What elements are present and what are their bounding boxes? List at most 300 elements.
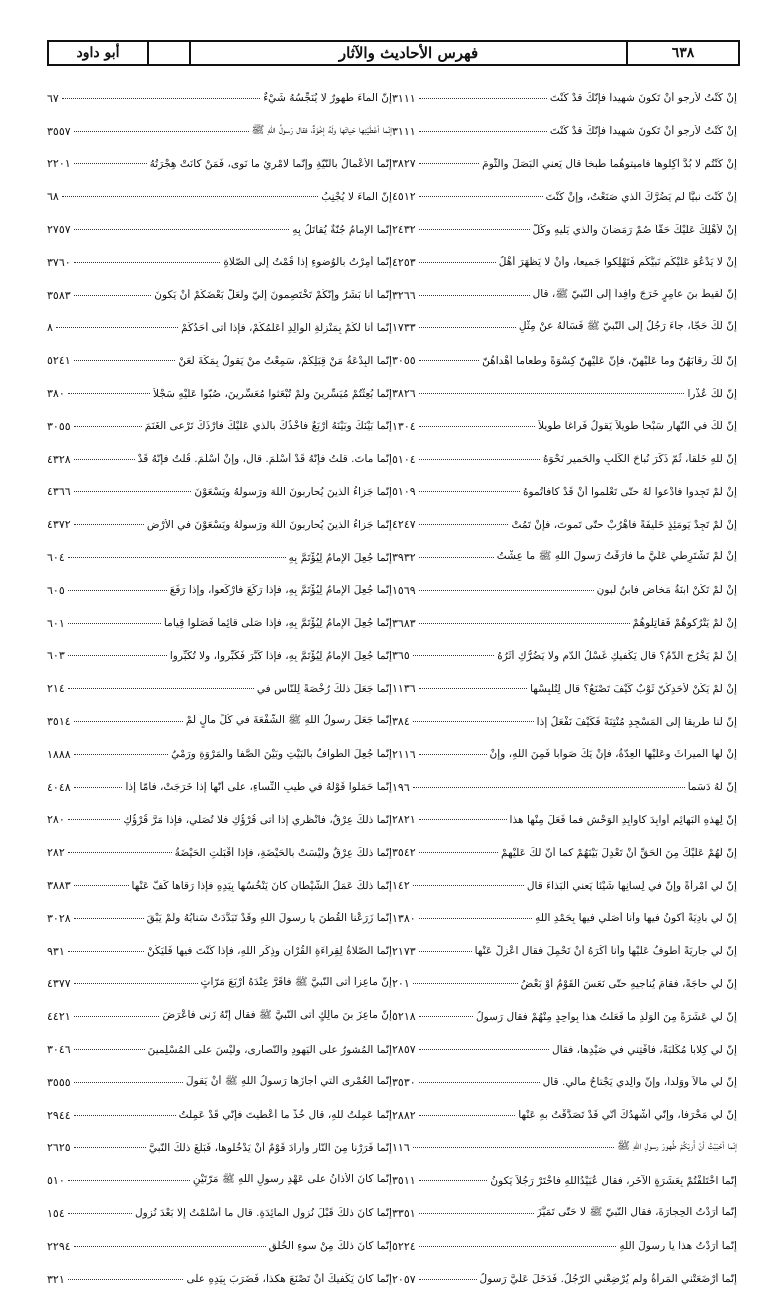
entry-text: إنّما اخْتَلَفْتُمْ بِعَشَرَةٍ الآخَرِ، فقال عُبَيْدُاللهِ فاخْتَرْ رَجُلاً يَكونُ xyxy=(490,1174,737,1187)
index-entry xyxy=(47,640,392,673)
dot-leader xyxy=(419,951,472,952)
entry-number: ٣٠٢٨ xyxy=(47,911,71,925)
entry-text: إنّما المُشورُ على اليَهودِ والنّصارى، ولَيْسَ على المُسْلِمينَ xyxy=(147,1043,392,1056)
dot-leader xyxy=(419,163,480,164)
dot-leader xyxy=(419,623,630,624)
index-entry xyxy=(392,312,737,345)
entry-number: ٣٨٢٧ xyxy=(392,157,416,171)
index-entry xyxy=(392,1033,737,1066)
entry-number: ٢٠٥٧ xyxy=(392,1272,416,1286)
entry-text: إنْ لَمْ تَشْتَرِطي عَلَيَّ ما فارَقْتُ رَسولَ اللهِ ﷺ ما عِشْتُ xyxy=(496,550,737,563)
entry-number: ٣١١١ xyxy=(392,91,416,105)
index-entry xyxy=(392,968,737,1001)
dot-leader xyxy=(419,1049,549,1050)
entry-text: إنّما زَرَعْنا القُطْنَ يا رسولَ اللهِ وقَدْ تَبَدَّدَتْ سَنابُهُ ولَمْ يَبْقَ xyxy=(146,912,392,925)
entry-number: ٥٢٢٤ xyxy=(392,1239,416,1253)
entry-text: إنّ لي مَخْرَفاً، وإنّي أُشْهِدُكَ أنّي قَدْ تَصَدَّقْتُ بهِ عَنْها xyxy=(518,1109,737,1122)
index-entry xyxy=(47,1164,392,1197)
index-entry xyxy=(392,672,737,705)
page-number: ٦٣٨ xyxy=(671,45,695,61)
entry-number: ٤٣٢٨ xyxy=(47,452,71,466)
dot-leader xyxy=(74,1016,160,1017)
entry-text: إنّما كانَ ذلكَ قَبْلَ نُزولِ المائِدَةِ. قال ما أسْلَمْتُ إلّا بَعْدَ نُزولِ xyxy=(134,1207,392,1220)
entry-text: إنّما أرَدْتُ هذا يا رسولَ اللهِ xyxy=(619,1240,737,1253)
entry-text: إنّما جَزاءُ الّذينَ يُحارِبونَ اللهَ ورَسولَهُ ويَسْعَوْنَ xyxy=(194,485,392,498)
entry-number: ١٩٦ xyxy=(392,780,410,794)
entry-number: ٣٥٥٧ xyxy=(47,124,71,138)
dot-leader xyxy=(419,98,547,99)
entry-number: ٣٥١٤ xyxy=(47,715,71,729)
index-entry xyxy=(392,148,737,181)
entry-number: ٦٠٣ xyxy=(47,649,65,663)
entry-text: إنّ لَهُمْ عَلَيْكَ مِنَ الحَقِّ أنْ تَعْدِلَ بَيْنَهُمْ كما أنّ لكَ عَلَيْهِمْ xyxy=(500,846,737,859)
index-entry xyxy=(392,246,737,279)
page-header xyxy=(47,40,740,66)
dot-leader xyxy=(419,1180,488,1181)
entry-number: ٢١٧٣ xyxy=(392,944,416,958)
dot-leader xyxy=(74,1115,176,1116)
index-entry xyxy=(47,804,392,837)
entry-number: ٦٠٥ xyxy=(47,583,65,597)
entry-text: إنّ لَكَ رِقابَهُنّ وما عَلَيْهِنّ، فإنّ عَلَيْهِنّ كِسْوَةً وطَعاماً أهْداهُنّ xyxy=(482,354,737,367)
dot-leader xyxy=(419,524,509,525)
index-entry xyxy=(392,935,737,968)
entry-text: إنْ لَمْ تَجِدوا فادْعوا لهُ حتّى تَعْلَموا أنْ قَدْ كافأتُموهُ xyxy=(522,485,737,498)
index-entry xyxy=(392,213,737,246)
entry-number: ٣٨٠ xyxy=(47,387,65,401)
entry-number: ٣٥٥٥ xyxy=(47,1075,71,1089)
entry-text: إنّما أحْبَبْتُ أنْ أُريَكُمْ طُهورَ رسولِ اللهِ ﷺ xyxy=(617,1140,737,1153)
entry-number: ٣٥١١ xyxy=(392,1174,416,1188)
entry-text: إنّ ماعِزَ بنَ مالِكٍ أتى النّبيَّ ﷺ فقال إنّهُ زَنى فأعْرَضَ xyxy=(162,1009,392,1022)
entry-number: ٢٨٢١ xyxy=(392,813,416,827)
index-entry xyxy=(47,82,392,115)
entry-text: إنْ لأَهْلِكَ عَلَيْكَ حَقّاً صُمْ رَمَضانَ والّذي يَليهِ وكُلَّ xyxy=(532,223,737,236)
entry-text: إنْ كُنْتُ لأَرجو أنْ تَكونَ شهيداً فإنّكَ قدْ كُنْتَ xyxy=(549,125,737,138)
entry-text: إنّما كانَ الأذانُ على عَهْدِ رسولِ اللهِ ﷺ مَرّتَيْنِ xyxy=(192,1173,392,1186)
entry-text: إنّما البِدْعَةُ مَنْ قِبَلِكُمْ، سَمِعْتُ منْ يَقولُ بِمَكّةَ لَعَنْ xyxy=(178,354,392,367)
entry-number: ٤٢٥٣ xyxy=(392,255,416,269)
dot-leader xyxy=(419,196,543,197)
dot-leader xyxy=(419,590,594,591)
entry-number: ٤٢٤٧ xyxy=(392,518,416,532)
entry-text: إنّ لنا طَريقاً إلى المَسْجِدِ مُنْتِنَةً فَكَيْفَ نَفْعَلُ إذا xyxy=(536,715,737,728)
index-entry xyxy=(392,705,737,738)
entry-number: ٥١٠ xyxy=(47,1174,65,1188)
index-entry xyxy=(47,508,392,541)
index-entry xyxy=(47,607,392,640)
entry-number: ٦٠٤ xyxy=(47,551,65,565)
entry-text: إنّ لَكَ في النّهارِ سَبْحاً طَويلاً يَقولُ فَراغاً طَويلاً xyxy=(538,420,737,433)
entry-text: إنّ للهِ خَلْقاً، ثُمّ ذَكَرَ نُباحَ الكَلْبِ والحَميرِ نَحْوَهُ xyxy=(543,453,737,466)
dot-leader xyxy=(62,98,260,99)
index-entry xyxy=(392,541,737,574)
entry-number: ١٣٨٠ xyxy=(392,911,416,925)
index-entry xyxy=(47,1066,392,1099)
entry-number: ٣٥٨٣ xyxy=(47,288,71,302)
entry-text: إنّما حَمَلوا قَوْلَهُ في طيبِ النِّساءِ، على أنّها إذا خَرَجَتْ، فأمّا إذا xyxy=(125,781,392,794)
entry-number: ١١٦ xyxy=(392,1141,410,1155)
index-entry xyxy=(392,410,737,443)
entry-text: إنْ لَمْ يَكُنْ لأَحَدِكُنّ ثَوْبٌ كَيْفَ تَصْنَعُ؟ قال لِتُلْبِسْها xyxy=(530,682,737,695)
dot-leader xyxy=(68,1279,184,1280)
entry-number: ٢٧٥٧ xyxy=(47,223,71,237)
entry-number: ٢٢٩٤ xyxy=(47,1239,71,1253)
entry-text: إنّما الأعْمالُ بالنّيّةِ وإنّما لامْرِئٍ ما نَوى، فَمَنْ كانَتْ هِجْرَتُهُ xyxy=(149,157,392,170)
left-column xyxy=(47,82,392,1295)
dot-leader xyxy=(68,623,161,624)
entry-number: ١٤٢ xyxy=(392,879,410,893)
entry-text: إنّ لي مالاً ووَلَداً، وإنّ والِدي يَجْتاحُ مالي. قال xyxy=(542,1076,737,1089)
entry-text: إنّما فَرَرْنا مِنَ النّارِ وأرادَ قَوْمٌ أنْ يَدْخُلوها، فَبَلَغَ ذلكَ النّبيَّ xyxy=(148,1141,392,1154)
dot-leader xyxy=(68,655,167,656)
entry-text: إنّما أرْضَعَتْني المَرأةُ ولم يُرْضِعْني الرّجُلُ. فَدَخَلَ عَلَيَّ رَسولُ xyxy=(479,1273,737,1286)
index-entry xyxy=(392,344,737,377)
entry-text: إنّما عَمِلْتُ للهِ، قال خُذْ ما أُعْطيتَ فإنّي قَدْ عَمِلْتُ xyxy=(178,1109,392,1122)
dot-leader xyxy=(413,885,524,886)
entry-text: إنّما العُمْرى الّتي أجازَها رَسولُ اللهِ ﷺ أنْ يَقولَ xyxy=(185,1074,392,1087)
dot-leader xyxy=(74,229,290,230)
dot-leader xyxy=(74,491,192,492)
index-entry xyxy=(392,1230,737,1263)
entry-number: ٢٦٢٥ xyxy=(47,1141,71,1155)
dot-leader xyxy=(68,951,144,952)
index-entry xyxy=(47,541,392,574)
entry-number: ٩٣١ xyxy=(47,944,65,958)
dot-leader xyxy=(419,819,507,820)
dot-leader xyxy=(419,360,479,361)
entry-text: إنّما الصّلاةُ لِقِراءَةِ القُرْآنِ وذِكْرِ اللهِ، فإذا كُنْتَ فيها فَلْيَكُنْ xyxy=(147,945,392,958)
entry-number: ٣٩٣٢ xyxy=(392,551,416,565)
dot-leader xyxy=(419,557,494,558)
index-entry xyxy=(392,1000,737,1033)
index-entry xyxy=(47,902,392,935)
dot-leader xyxy=(413,787,685,788)
entry-text: إنّ لي بادِيَةً أكونُ فيها وأنا أُصَلّي فيها بِحَمْدِ اللهِ xyxy=(535,912,737,925)
entry-number: ٢١١٦ xyxy=(392,747,416,761)
entry-text: إنّما جَعَلَ ذلكَ رُخْصَةً لِلنّاسِ في xyxy=(256,682,392,695)
entry-text: إنّ لهُ دَسَماً xyxy=(687,781,737,794)
dot-leader xyxy=(74,918,144,919)
entry-text: إنْ لَمْ تَجِدْ يَومَئِذٍ خَليفَةً فاهْرُبْ حتّى تَموتَ، فإنْ تَمُتْ xyxy=(511,518,737,531)
dot-leader xyxy=(413,1147,614,1148)
entry-number: ١٥٤ xyxy=(47,1206,65,1220)
entry-text: إنّ لَكَ حَجّاً، جاءَ رَجُلٌ إلى النّبيّ ﷺ فَسَأَلَهُ عنْ مِثْلِ xyxy=(518,320,737,333)
entry-number: ٣٠٥٥ xyxy=(392,354,416,368)
dot-leader xyxy=(413,721,534,722)
dot-leader xyxy=(74,1246,266,1247)
entry-number: ٥٢١٨ xyxy=(392,1010,416,1024)
index-entry xyxy=(392,443,737,476)
index-entry xyxy=(392,836,737,869)
index-entry xyxy=(47,443,392,476)
index-entry xyxy=(392,82,737,115)
entry-number: ٣٢٦٦ xyxy=(392,288,416,302)
index-entry xyxy=(392,1132,737,1165)
entry-number: ٢٨٨٢ xyxy=(392,1108,416,1122)
index-entry xyxy=(47,312,392,345)
index-entry xyxy=(47,935,392,968)
dot-leader xyxy=(419,1016,473,1017)
dot-leader xyxy=(56,327,178,328)
entry-number: ٣٥٣٠ xyxy=(392,1075,416,1089)
dot-leader xyxy=(74,459,135,460)
entry-text: إنّما أُمِرْتُ بالوُضوءِ إذا قُمْتُ إلى الصّلاةِ xyxy=(223,256,392,269)
entry-number: ٦٠١ xyxy=(47,616,65,630)
dot-leader xyxy=(419,1279,477,1280)
index-entry xyxy=(392,1197,737,1230)
entry-number: ٤٣٧٢ xyxy=(47,518,71,532)
entry-text: إنّما ذلكَ عَمَلُ الشّيْطانِ كانَ يَنْخُسُها بِيَدِهِ فإذا رَقاها كَفَّ عَنْها xyxy=(131,879,392,892)
index-entry xyxy=(392,902,737,935)
index-entry xyxy=(47,1132,392,1165)
index-entry xyxy=(47,1099,392,1132)
dot-leader xyxy=(419,393,685,394)
entry-text: إنّ لَكَ عُذْراً xyxy=(687,387,737,400)
entry-text: إنّما بُعِثْتُمْ مُيَسِّرينَ ولَمْ تُبْعَثوا مُعَسِّرينَ، صُبّوا عَلَيْهِ سَجْلاً xyxy=(153,387,392,400)
dot-leader xyxy=(419,131,547,132)
entry-text: إنّما جُعِلَ الإمامُ لِيُؤْتَمَّ بِهِ، فإذا صَلّى قائِماً فَصَلّوا قِياماً xyxy=(163,617,392,630)
dot-leader xyxy=(74,787,123,788)
dot-leader xyxy=(68,1213,132,1214)
index-entry xyxy=(392,771,737,804)
entry-text: إنْ كُنْتُ لأَرجو أنْ تَكونَ شهيداً فإنّكَ قدْ كُنْتَ xyxy=(549,92,737,105)
index-entry xyxy=(47,1263,392,1295)
index-entry xyxy=(392,804,737,837)
index-entry xyxy=(47,344,392,377)
dot-leader xyxy=(419,1213,534,1214)
entry-text: إنّما ماتَ. قلتُ فإنّهُ قَدْ أسْلَمَ. قال، وإنْ أسْلَمَ. قُلْتُ فإنّهُ قَدْ xyxy=(137,453,392,466)
index-entry xyxy=(392,279,737,312)
entry-text: إنّ لِهذهِ البَهائِمِ أوابِدَ كأوابِدِ الوَحْشِ فما فَعَلَ مِنْها هذا xyxy=(509,813,737,826)
entry-number: ٣٦٥ xyxy=(392,649,410,663)
entry-text: إنّ لي حاجَةً، فقامَ يُناجيهِ حتّى نَعَسَ القَوْمُ أوْ بَعْضُ xyxy=(520,977,737,990)
dot-leader xyxy=(419,688,527,689)
index-entry xyxy=(392,1066,737,1099)
index-entry xyxy=(392,115,737,148)
index-entry xyxy=(47,148,392,181)
entry-number: ١٥٦٩ xyxy=(392,583,416,597)
entry-text: إنّما الإمامُ جُنّةٌ يُقاتَلُ بِهِ xyxy=(292,223,392,236)
index-entry xyxy=(47,968,392,1001)
entry-text: إنْ كُنْتَ نبيًّا لم يَضُرَّكَ الّذي صَنَعْتُ، وإنْ كُنْتَ xyxy=(545,190,737,203)
dot-leader xyxy=(68,393,150,394)
entry-number: ٢٨٠ xyxy=(47,813,65,827)
entry-text: إنْ لَمْ تَكُنْ ابنَةُ مَخاضٍ فابنُ لَبونٍ xyxy=(596,584,737,597)
entry-number: ٣٥٤٢ xyxy=(392,846,416,860)
index-entry xyxy=(47,869,392,902)
index-entry xyxy=(392,180,737,213)
entry-number: ٥٢٤١ xyxy=(47,354,71,368)
entry-text: إنّما جُعِلَ الإمامُ لِيُؤْتَمَّ بِهِ، فإذا رَكَعَ فارْكَعوا، وإذا رَفَعَ xyxy=(169,584,392,597)
dot-leader xyxy=(74,524,144,525)
index-entry xyxy=(47,180,392,213)
entry-number: ٤٤٢١ xyxy=(47,1010,71,1024)
dot-leader xyxy=(74,1082,183,1083)
dot-leader xyxy=(62,196,318,197)
dot-leader xyxy=(413,983,518,984)
entry-number: ٣٦٨٣ xyxy=(392,616,416,630)
dot-leader xyxy=(419,1246,617,1247)
entry-text: إنّما بَيْنَكَ وبَيْنَهُ أرْبَعٌ فاخْذُكَ بالّذي عَلَيْكَ فأرْذَكَ تَرْعى الغَنَمَ xyxy=(144,420,392,433)
entry-number: ٣٨٤ xyxy=(392,715,410,729)
dot-leader xyxy=(419,1082,540,1083)
entry-text: إنّما أنا بَشَرٌ وإنّكُمْ تَخْتَصِمونَ إليّ ولَعَلَّ بَعْضَكُمْ أنْ يَكونَ xyxy=(154,289,392,302)
index-entry xyxy=(47,836,392,869)
dot-leader xyxy=(419,229,530,230)
entry-text: إنْ لا يَدْعُوَ عَلَيْكُم نَبيُّكُم فَتَهْلِكوا جَميعاً، وأنْ لا يَظْهَرَ أهْلُ xyxy=(498,256,737,269)
index-entry xyxy=(47,115,392,148)
index-entry xyxy=(392,377,737,410)
entry-number: ٢٠١ xyxy=(392,977,410,991)
dot-leader xyxy=(74,426,142,427)
dot-leader xyxy=(419,918,532,919)
index-title: فهرس الأحاديث والآثار xyxy=(191,42,628,64)
entry-text: إنّما أعْطَيْتِها حَياتَها ولَهُ إخْوَةٌ، فقال رَسولُ اللهِ ﷺ xyxy=(251,123,392,136)
index-entry xyxy=(47,1230,392,1263)
index-entry xyxy=(47,705,392,738)
entry-number: ٥١٠٤ xyxy=(392,452,416,466)
entry-number: ١١٣٦ xyxy=(392,682,416,696)
entry-number: ٣٣٥١ xyxy=(392,1206,416,1220)
dot-leader xyxy=(68,1180,190,1181)
entry-text: إنْ لَها الميراثَ وعَلَيْها العِدّةُ، فإنْ يَكُ صَواباً فَمِنَ اللهِ، وإنْ xyxy=(489,748,737,761)
entry-number: ٨ xyxy=(47,321,53,335)
dot-leader xyxy=(419,459,540,460)
dot-leader xyxy=(74,262,221,263)
dot-leader xyxy=(419,327,516,328)
dot-leader xyxy=(74,885,129,886)
dot-leader xyxy=(68,557,286,558)
index-entry xyxy=(392,640,737,673)
entry-text: إنّما أنا لَكُمْ بِمَنْزِلَةِ الوالِدِ أُعَلِّمُكُمْ، فإذا أتى أحَدُكُمْ xyxy=(181,321,392,334)
entry-number: ٢٩٤٤ xyxy=(47,1108,71,1122)
dot-leader xyxy=(419,754,487,755)
index-entry xyxy=(47,574,392,607)
entry-number: ٤٠٤٨ xyxy=(47,780,71,794)
right-column xyxy=(392,82,737,1295)
index-entry xyxy=(47,1197,392,1230)
entry-text: إنّ ماعِزاً أتى النّبيَّ ﷺ فأقَرَّ عِنْدَهُ أرْبَعَ مَرّاتٍ xyxy=(200,976,392,989)
dot-leader xyxy=(74,983,198,984)
book-title: أبو داود xyxy=(49,42,149,64)
index-entry xyxy=(47,279,392,312)
dot-leader xyxy=(419,852,498,853)
entry-text: إنّ لَقيطَ بنَ عامِرٍ خَرَجَ وافِداً إلى النّبيّ ﷺ، قال xyxy=(532,287,737,300)
index-entry xyxy=(47,476,392,509)
entry-number: ٣٨٨٣ xyxy=(47,879,71,893)
entry-text: إنّما كانَ ذلكَ مِنْ سوءِ الخُلُقِ xyxy=(268,1240,392,1253)
entry-text: إنّ الماءَ طَهورٌ لا يُنَجِّسُهُ شَيْءٌ xyxy=(263,92,392,105)
entry-text: إنْ لَمْ يَتْرُكوهُمْ فَقاتِلوهُمْ xyxy=(632,617,737,630)
dot-leader xyxy=(413,655,494,656)
entry-number: ٢٨٢ xyxy=(47,846,65,860)
index-entry xyxy=(392,869,737,902)
index-entry xyxy=(47,410,392,443)
index-entry xyxy=(392,738,737,771)
index-entry xyxy=(47,377,392,410)
entry-number: ١٣٠٤ xyxy=(392,419,416,433)
entry-number: ٢٨٥٧ xyxy=(392,1043,416,1056)
entry-number: ٦٧ xyxy=(47,91,59,105)
dot-leader xyxy=(74,721,183,722)
dot-leader xyxy=(74,295,152,296)
entry-text: إنّ لي جارِيَةً أطوفُ عَلَيْها وأنا أكْرَهُ أنْ تَحْمِلَ فقال اعْزِلْ عَنْها xyxy=(474,945,737,958)
entry-number: ٢١٤ xyxy=(47,682,65,696)
index-entry xyxy=(47,771,392,804)
dot-leader xyxy=(68,852,172,853)
index-entry xyxy=(47,213,392,246)
index-entry xyxy=(392,476,737,509)
dot-leader xyxy=(74,1147,146,1148)
entry-text: إنّما جُعِلَ الطّوافُ بالبَيْتِ وبَيْنَ الصَّفا والمَرْوَةِ ورَمْيُ xyxy=(171,748,392,761)
entry-text: إنّ الماءَ لا يُجْنِبُ xyxy=(321,190,392,203)
entry-text: إنّما ذلكَ عِرْقٌ، فانْظُري إذا أتى قُرْؤُكِ فلا تُصَلّي، فإذا مَرَّ قُرْؤُكِ xyxy=(123,813,392,826)
entry-number: ٥١٠٩ xyxy=(392,485,416,499)
index-entry xyxy=(47,1033,392,1066)
entry-number: ١٧٣٣ xyxy=(392,321,416,335)
entry-text: إنّما كانَ يَكْفيكَ أنْ تَصْنَعَ هكذا، فَضَرَبَ بِيَدِهِ على xyxy=(186,1273,392,1286)
dot-leader xyxy=(74,163,147,164)
entry-number: ٣٨٢٦ xyxy=(392,387,416,401)
index-entry xyxy=(47,672,392,705)
index-entry xyxy=(392,607,737,640)
entry-number: ٢٢٠١ xyxy=(47,157,71,171)
index-entry xyxy=(392,1099,737,1132)
entry-number: ٤٣٦٦ xyxy=(47,485,71,499)
entry-number: ٤٣٧٧ xyxy=(47,977,71,991)
entry-text: إنّما جُعِلَ الإمامُ لِيُؤْتَمَّ بِهِ xyxy=(288,551,392,564)
dot-leader xyxy=(419,426,535,427)
entry-text: إنّ لي كِلاباً مُكَلَّبَةً، فأَفْتِني في صَيْدِها، فقال xyxy=(551,1043,737,1056)
index-entry xyxy=(47,1000,392,1033)
entry-number: ٣٧٦٠ xyxy=(47,255,71,269)
entry-text: إنّ لي عَشَرَةً مِنَ الوَلَدِ ما فَعَلْتُ هذا بِواحِدٍ مِنْهُمْ فقال رَسولُ xyxy=(475,1010,737,1023)
dot-leader xyxy=(74,131,249,132)
entry-number: ٣٢١ xyxy=(47,1272,65,1286)
entry-number: ٣٠٥٥ xyxy=(47,419,71,433)
dot-leader xyxy=(68,688,254,689)
entry-text: إنّما جَعَلَ رسولُ اللهِ ﷺ الشُّفْعَةَ في كُلِّ مالٍ لَمْ xyxy=(185,714,392,727)
dot-leader xyxy=(74,754,168,755)
index-entry xyxy=(47,246,392,279)
entry-text: إنّما جُعِلَ الإمامُ لِيُؤْتَمَّ بِهِ، فإذا كَبَّرَ فَكَبِّروا، ولا تُكَبِّروا xyxy=(169,649,392,662)
dot-leader xyxy=(419,295,530,296)
dot-leader xyxy=(419,1115,516,1116)
dot-leader xyxy=(419,262,496,263)
dot-leader xyxy=(68,590,167,591)
entry-number: ٦٨ xyxy=(47,190,59,204)
index-entry xyxy=(392,508,737,541)
entry-text: إنْ كُنْتُم لا بُدَّ آكِلوها فأَميتوهُما طَبخاً قال يَعني البَصَلَ والثّومَ xyxy=(482,157,737,170)
entry-number: ٣١١١ xyxy=(392,124,416,138)
dot-leader xyxy=(74,1049,145,1050)
index-entry xyxy=(392,574,737,607)
entry-text: إنّما جَزاءُ الّذينَ يُحارِبونَ اللهَ ورَسولَهُ ويَسْعَوْنَ في الأرْضِ xyxy=(146,518,392,531)
dot-leader xyxy=(419,491,520,492)
dot-leader xyxy=(74,360,176,361)
entry-number: ٣٠٤٦ xyxy=(47,1043,71,1056)
dot-leader xyxy=(68,819,121,820)
entry-text: إنّ لي امْرأةً وإنّ في لِسانِها شَيْئاً يَعني البَذاءَ قال xyxy=(526,879,737,892)
header-divider-cell xyxy=(149,42,191,64)
index-entry xyxy=(392,1263,737,1295)
index-entry xyxy=(392,1164,737,1197)
entry-text: إنّما ذلكَ عِرْقٌ ولَيْسَتْ بالحَيْضَةِ، فإذا أقْبَلَتِ الحَيْضَةُ xyxy=(174,846,392,859)
entry-text: إنْ لَمْ يَخْرُجِ الدّمُ؟ قال يَكْفيكِ غَسْلُ الدّمِ ولا يَضُرُّكِ أثَرُهُ xyxy=(497,649,737,662)
entry-number: ٤٥١٢ xyxy=(392,190,416,204)
entry-text: إنّما أرَدْتُ الحِجارَةَ، فقال النّبيّ ﷺ لا حَتّى تَمَيَّزَ xyxy=(536,1205,737,1218)
